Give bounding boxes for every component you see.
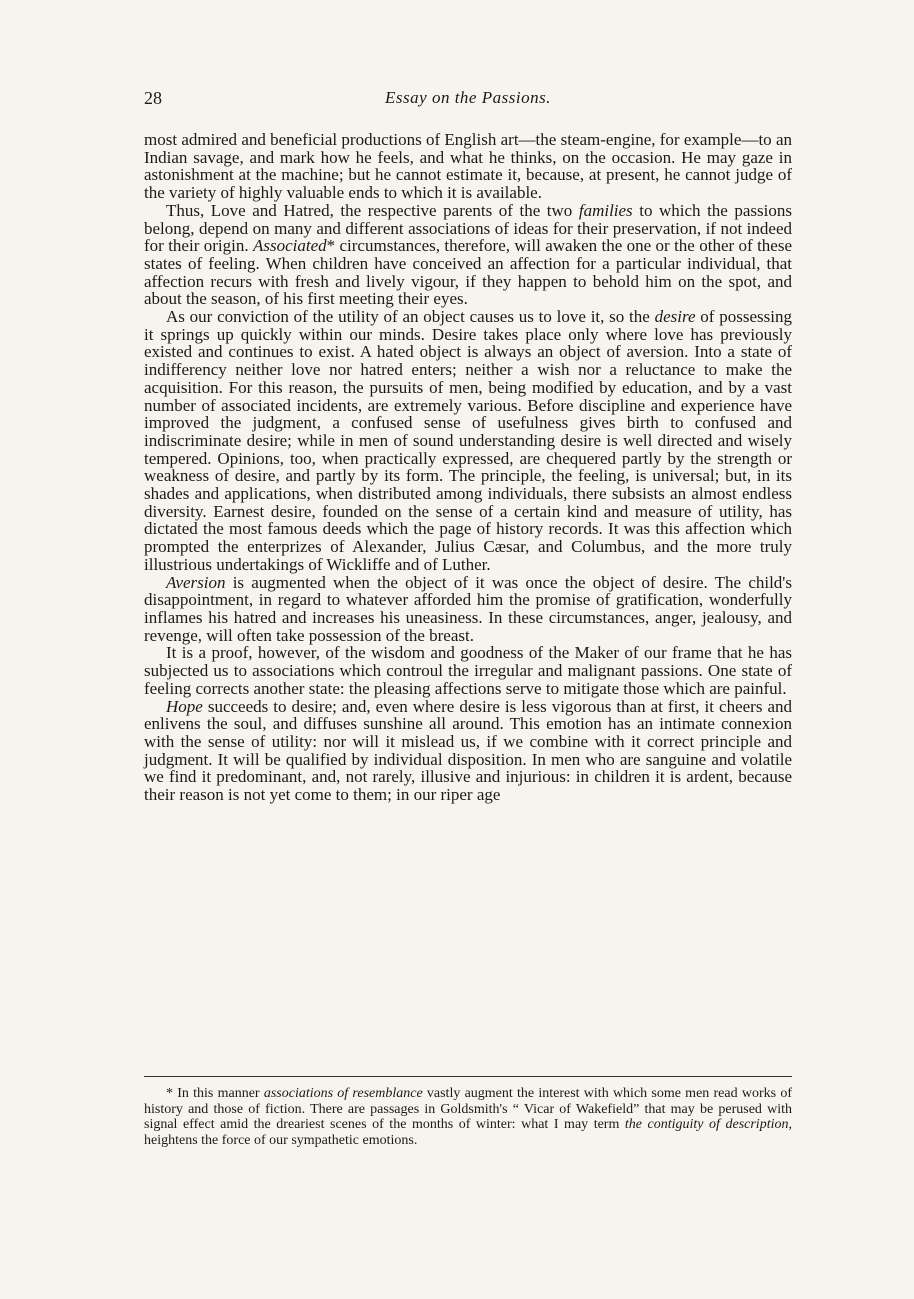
paragraph-love-and-hatred	[144, 202, 792, 308]
paragraph-hope	[144, 698, 792, 804]
footnote-text: * In this manner	[166, 1086, 264, 1101]
paragraph-wisdom	[144, 644, 792, 697]
paragraph-steam-engine	[144, 131, 792, 202]
running-title: Essay on the Passions.	[385, 88, 551, 107]
emphasis-aversion: Aversion	[166, 572, 226, 592]
page-number: 28	[144, 88, 162, 108]
emphasis-hope: Hope	[166, 696, 203, 716]
paragraph-text: is augmented when the object of it was once the object of desire. The child's disappointment, in regard to whatever afforded him the promise of gratification, wonderfully inflames his hatred and increases his uneasiness. In these circumstances, anger, jealousy, and revenge, will often take possession of the breast.	[144, 572, 792, 645]
paragraph-text: Thus, Love and Hatred, the respective parents of the two	[166, 200, 579, 220]
footnote-rule	[144, 1076, 792, 1077]
emphasis-associated: Associated	[252, 236, 327, 256]
emphasis-families: families	[578, 200, 633, 220]
paragraph-text: succeeds to desire; and, even where desire is less vigorous than at first, it cheers and enlivens the soul, and diffuses sunshine all around. This emotion has an intimate connexion with the sense of utility: nor will it mislead us, if we combine with it correct principle and judgment. It will be qualified by individual disposition. In men who are sanguine and volatile we find it predominant, and, not rarely, illusive and injurious: in children it is ardent, because their reason is not yet come to them; in our riper age	[144, 696, 792, 805]
paragraph-text: As our conviction of the utility of an object causes us to love it, so the	[166, 307, 655, 327]
paragraph-text: * circumstances, therefore, will awaken the one or the other of these states of feeling. When children have conceived an affection for a particular individual, that affection recurs with fresh and lively vigour, if they happen to behold him on the spot, and about the season, of his first meeting their eyes.	[144, 236, 792, 309]
emphasis-associations-of-resemblance: associations of resemblance	[263, 1086, 423, 1101]
page-header	[144, 88, 792, 114]
paragraph-desire	[144, 308, 792, 574]
paragraph-text: It is a proof, however, of the wisdom and goodness of the Maker of our frame that he has subjected us to associations which controul the irregular and malignant passions. One state of feeling corrects another state: the pleasing affections serve to mitigate those which are painful.	[144, 643, 792, 698]
paragraph-text: most admired and beneficial productions of English art—the steam-engine, for example—to an Indian savage, and mark how he feels, and what he thinks, on the occasion. He may gaze in astonishment at the machine; but he cannot estimate it, because, at present, he cannot judge of the variety of highly valuable ends to which it is available.	[144, 130, 792, 203]
footnote-text: vastly augment the interest with which some men read works of history and those of fiction. There are passages in Goldsmith's “ Vicar of Wakefield” that may be perused with signal effect amid the dreariest scenes of the months of winter: what I may term	[144, 1086, 792, 1132]
paragraph-aversion	[144, 574, 792, 645]
emphasis-desire: desire	[654, 307, 696, 327]
footnote	[144, 1086, 792, 1148]
emphasis-contiguity-of-description: the contiguity of description,	[624, 1117, 792, 1132]
paragraph-text: of possessing it springs up quickly within our minds. Desire takes place only where love has previously existed and continues to exist. A hated object is always an object of aversion. Into a state of indifferency neither love nor hatred enters; neither a wish nor a reluctance to make the acquisition. For this reason, the pursuits of men, being modified by education, and by a vast number of associated incidents, are extremely various. Before discipline and experience have improved the judgment, a confused sense of usefulness gives birth to confused and indiscriminate desire; while in men of sound understanding desire is well directed and wisely tempered. Opinions, too, when practically expressed, are chequered partly by the strength or weakness of desire, and partly by its form. The principle, the feeling, is universal; but, in its shades and applications, when distributed among individuals, there subsists an almost endless diversity. Earnest desire, founded on the sense of a certain kind and measure of utility, has dictated the most famous deeds which the page of history records. It was this affection which prompted the enterprizes of Alexander, Julius Cæsar, and Columbus, and the more truly illustrious undertakings of Wickliffe and of Luther.	[144, 307, 792, 574]
paragraph-text: to which the passions belong, depend on many and different associations of ideas for their preservation, if not indeed for their origin.	[144, 200, 793, 256]
body-text	[144, 131, 792, 804]
footnote-text: heightens the force of our sympathetic emotions.	[144, 1132, 418, 1148]
